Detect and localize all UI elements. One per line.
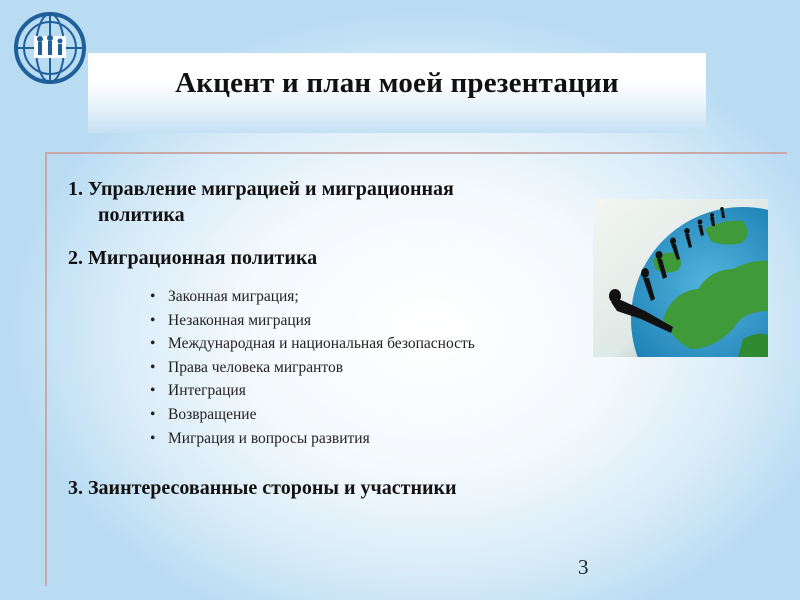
outline-item-1-continuation: политика xyxy=(98,204,185,226)
outline-item-1: 1. Управление миграцией и миграционная xyxy=(68,178,454,200)
list-item: • Законная миграция; xyxy=(150,285,475,309)
bullet-icon: • xyxy=(150,405,156,423)
list-item: • Незаконная миграция xyxy=(150,309,475,333)
list-item: • Миграция и вопросы развития xyxy=(150,427,475,451)
bullet-icon: • xyxy=(150,288,156,305)
page-number: 3 xyxy=(578,555,589,579)
bullet-icon: • xyxy=(150,311,156,329)
globe-with-people-image xyxy=(593,199,768,357)
outline-item-3: 3. Заинтересованные стороны и участники xyxy=(68,477,457,499)
list-item: • Интеграция xyxy=(150,379,475,403)
outline-item-2: 2. Миграционная политика xyxy=(68,247,318,269)
list-item: • Возвращение xyxy=(150,403,475,427)
title-band xyxy=(88,53,706,133)
bullet-list xyxy=(150,285,475,450)
bullet-icon: • xyxy=(150,429,156,447)
bullet-icon: • xyxy=(150,382,156,400)
bullet-icon: • xyxy=(150,358,156,376)
bullet-icon: • xyxy=(150,335,156,353)
list-item: • Права человека мигрантов xyxy=(150,356,475,380)
horizontal-rule xyxy=(45,152,787,154)
slide-title: Акцент и план моей презентации xyxy=(175,67,619,99)
organization-logo-icon xyxy=(10,8,90,88)
list-item: • Международная и национальная безопасность xyxy=(150,332,475,356)
vertical-rule xyxy=(45,152,47,586)
